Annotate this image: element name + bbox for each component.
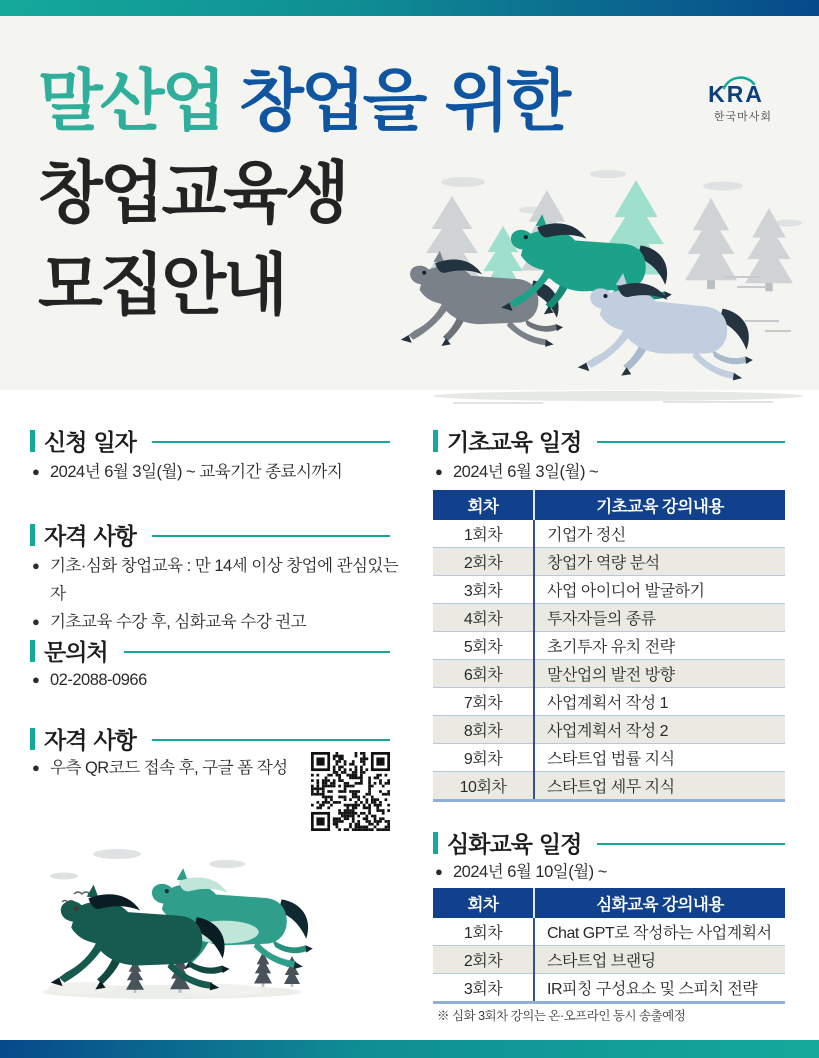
heading-bar	[30, 524, 35, 546]
session-cell: 10회차	[433, 772, 534, 801]
content-cell: 투자자들의 종류	[534, 604, 785, 632]
table-row	[433, 576, 785, 604]
session-cell: 1회차	[433, 918, 534, 946]
table-row	[433, 632, 785, 660]
bullet-text: 02-2088-0966	[50, 671, 147, 689]
heading-rule	[597, 843, 785, 845]
heading-rule	[152, 739, 390, 741]
title-rest: 창업을 위한	[239, 62, 569, 140]
section-title: 기초교육 일정	[447, 430, 582, 456]
session-cell: 4회차	[433, 604, 534, 632]
table-header-row	[433, 888, 785, 918]
bullet-text: 우측 QR코드 접속 후, 구글 폼 작성	[50, 759, 288, 777]
content-cell: 창업가 역량 분석	[534, 548, 785, 576]
qr-code	[311, 752, 390, 831]
session-cell: 1회차	[433, 520, 534, 548]
table-row	[433, 548, 785, 576]
column-header-session: 회차	[433, 490, 534, 520]
heading-bar	[30, 430, 35, 452]
session-cell: 8회차	[433, 716, 534, 744]
bullet-item	[32, 458, 402, 486]
title-accent: 말산업	[38, 62, 224, 140]
bullet-dot: ●	[435, 464, 443, 479]
bullet-dot: ●	[435, 864, 443, 879]
apply-method-list	[32, 754, 312, 782]
table-row	[433, 946, 785, 974]
advanced-course-table	[433, 888, 785, 1004]
content-cell: 초기투자 유치 전략	[534, 632, 785, 660]
bullet-text: 기초교육 수강 후, 심화교육 수강 권고	[50, 613, 307, 631]
section-title: 신청 일자	[44, 430, 136, 456]
start-date: 2024년 6월 10일(월) ~	[453, 863, 607, 881]
heading-bar	[30, 728, 35, 750]
table-row	[433, 660, 785, 688]
table-row	[433, 918, 785, 946]
section-title: 심화교육 일정	[447, 832, 582, 858]
bullet-dot: ●	[32, 558, 40, 573]
bullet-item	[32, 754, 312, 782]
content-cell: 스타트업 세무 지식	[534, 772, 785, 801]
section-advanced-course	[433, 826, 785, 859]
poster-title-line1	[38, 62, 569, 140]
session-cell: 2회차	[433, 946, 534, 974]
bullet-item	[32, 666, 402, 694]
section-apply-method	[30, 722, 390, 755]
content-cell: 말산업의 발전 방향	[534, 660, 785, 688]
bullet-item	[32, 608, 412, 636]
content-cell: 스타트업 법률 지식	[534, 744, 785, 772]
kra-logo-swoosh-icon	[722, 76, 756, 90]
section-qualifications	[30, 518, 390, 551]
session-cell: 6회차	[433, 660, 534, 688]
bullet-item	[32, 552, 412, 608]
bullet-text: 기초·심화 창업교육 : 만 14세 이상 창업에 관심있는자	[50, 557, 399, 603]
heading-bar	[433, 430, 438, 452]
bottom-gradient-bar	[0, 1040, 819, 1058]
content-cell: IR피칭 구성요소 및 스피치 전략	[534, 974, 785, 1003]
bullet-dot: ●	[32, 464, 40, 479]
advanced-course-date	[435, 858, 775, 886]
heading-bar	[433, 832, 438, 854]
section-title: 자격 사항	[44, 728, 136, 754]
heading-rule	[152, 441, 390, 443]
contact-list	[32, 666, 402, 694]
table-row	[433, 744, 785, 772]
kra-logo-text: KRA	[694, 82, 778, 106]
table-row	[433, 688, 785, 716]
bullet-dot: ●	[32, 672, 40, 687]
hero-section	[0, 16, 819, 390]
kra-logo	[694, 82, 778, 124]
session-cell: 9회차	[433, 744, 534, 772]
content-cell: 사업 아이디어 발굴하기	[534, 576, 785, 604]
table-row	[433, 716, 785, 744]
heading-rule	[597, 441, 785, 443]
basic-course-date	[435, 458, 775, 486]
section-title: 문의처	[44, 640, 108, 666]
hero-horses-illustration	[393, 168, 819, 406]
heading-rule	[124, 651, 390, 653]
table-header-row	[433, 490, 785, 520]
apply-date-list	[32, 458, 402, 486]
column-header-content: 심화교육 강의내용	[534, 888, 785, 918]
top-gradient-bar	[0, 0, 819, 16]
qualifications-list	[32, 552, 412, 636]
footer-horses-illustration	[22, 842, 338, 1012]
table-row	[433, 520, 785, 548]
content-cell: 사업계획서 작성 2	[534, 716, 785, 744]
bullet-text: 2024년 6월 3일(월) ~ 교육기간 종료시까지	[50, 463, 343, 481]
heading-bar	[30, 640, 35, 662]
table-row	[433, 974, 785, 1003]
section-contact	[30, 634, 390, 667]
column-header-content: 기초교육 강의내용	[534, 490, 785, 520]
content-cell: 기업가 정신	[547, 527, 626, 544]
poster-title-line2: 창업교육생	[38, 154, 347, 232]
session-cell: 7회차	[433, 688, 534, 716]
session-cell: 3회차	[433, 974, 534, 1003]
table-row	[433, 604, 785, 632]
bullet-dot: ●	[32, 760, 40, 775]
poster-title-line3: 모집안내	[38, 246, 285, 324]
session-cell: 3회차	[433, 576, 534, 604]
content-cell: Chat GPT로 작성하는 사업계획서	[547, 925, 772, 942]
session-cell: 5회차	[433, 632, 534, 660]
content-cell: 스타트업 브랜딩	[534, 946, 785, 974]
section-basic-course	[433, 424, 785, 457]
table-row	[433, 772, 785, 801]
column-header-session: 회차	[433, 888, 534, 918]
kra-logo-subtitle: 한국마사회	[713, 111, 773, 123]
bullet-dot: ●	[32, 614, 40, 629]
section-apply-date	[30, 424, 390, 457]
start-date: 2024년 6월 3일(월) ~	[453, 463, 599, 481]
advanced-course-footnote: ※ 심화 3회차 강의는 온·오프라인 동시 송출예정	[437, 1009, 686, 1023]
session-cell: 2회차	[433, 548, 534, 576]
heading-rule	[152, 535, 390, 537]
section-title: 자격 사항	[44, 524, 136, 550]
basic-course-table	[433, 490, 785, 802]
content-cell: 사업계획서 작성 1	[534, 688, 785, 716]
